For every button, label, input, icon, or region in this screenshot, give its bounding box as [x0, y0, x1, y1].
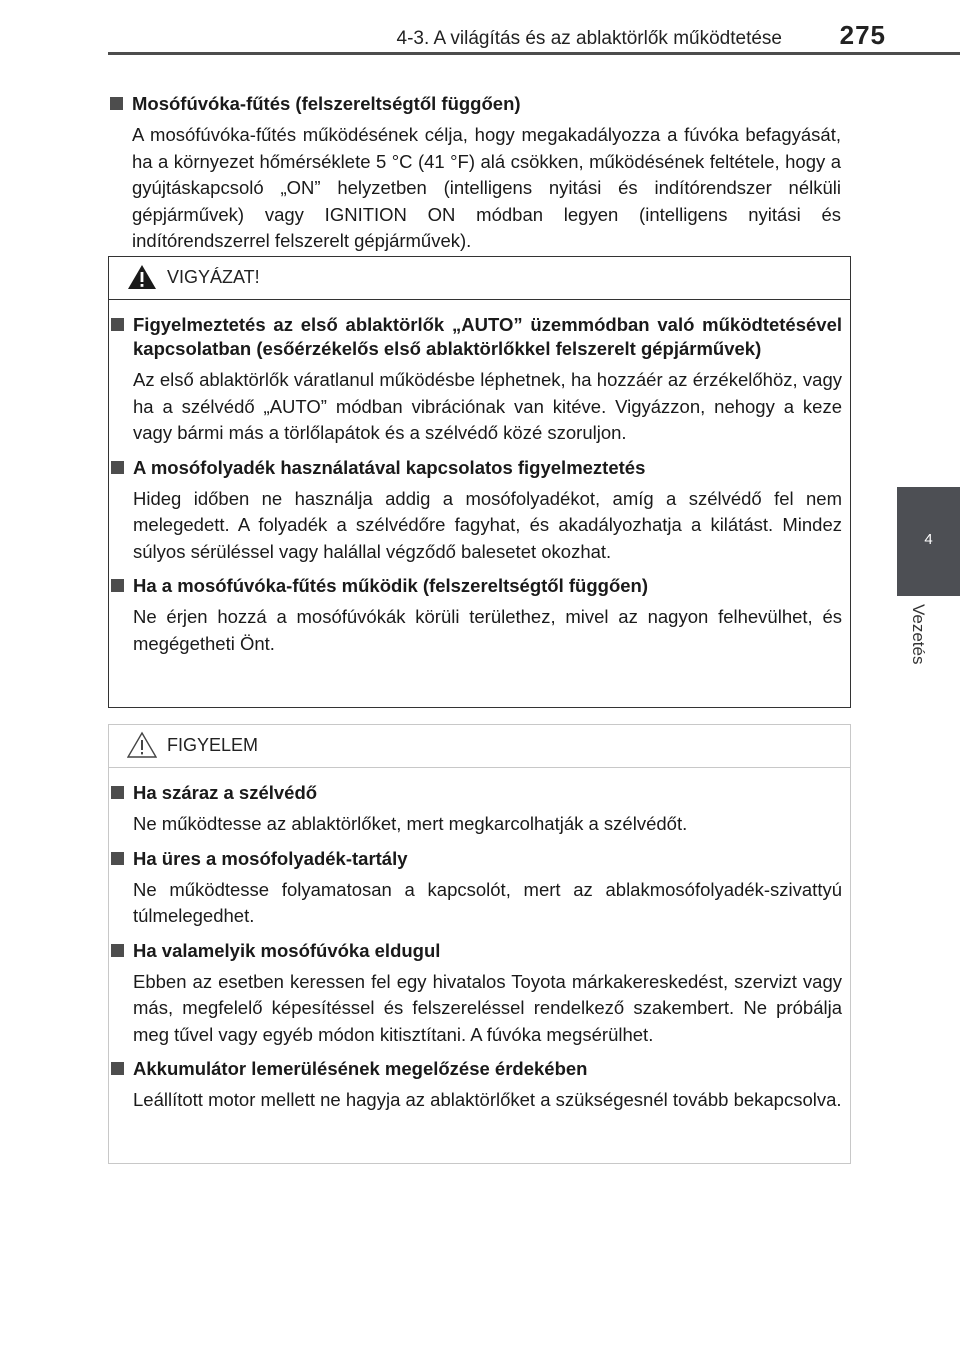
notice-item-heading: [109, 1057, 842, 1081]
intro-section: [108, 92, 841, 255]
warning-triangle-icon: [127, 263, 157, 291]
bullet-square-icon: [111, 579, 124, 592]
warning-outline-icon: [127, 731, 157, 759]
notice-item-heading-text: Ha valamelyik mosófúvóka eldugul: [133, 939, 441, 961]
warning-title: VIGYÁZAT!: [167, 267, 260, 287]
notice-item-heading: [109, 939, 842, 963]
warning-item-body: Ne érjen hozzá a mosófúvókák körüli területhez, mivel az nagyon felhevülhet, és megégetheti Önt.: [133, 606, 842, 654]
chapter-label: Vezetés: [909, 604, 928, 665]
bullet-square-icon: [110, 97, 123, 110]
section-title: 4-3. A világítás és az ablaktörlők működtetése: [396, 28, 782, 49]
notice-header: [109, 725, 850, 768]
warning-content: [109, 313, 842, 666]
intro-heading-text: Mosófúvóka-fűtés (felszereltségtől függően): [132, 93, 521, 114]
bullet-square-icon: [111, 461, 124, 474]
warning-header: [109, 257, 850, 300]
chapter-label-box: [897, 596, 960, 706]
page-header: [108, 14, 886, 50]
warning-item-heading: [109, 313, 842, 361]
warning-item-body: Az első ablaktörlők váratlanul működésbe léphetnek, ha hozzáér az érzékelőhöz, vagy ha a szélvédő „AUTO” módban vibrációnak van kitéve. Vigyázzon, nehogy a keze vagy bármi más a törlőlapátok és a szélvédő közé szoruljon.: [133, 369, 842, 443]
chapter-tab: [897, 487, 960, 596]
notice-box: [108, 724, 851, 1164]
warning-item: [109, 313, 842, 447]
warning-item: [109, 574, 842, 657]
notice-item-heading: [109, 781, 842, 805]
intro-heading: [108, 92, 841, 116]
notice-item-body: Ne működtesse folyamatosan a kapcsolót, mert az ablakmosófolyadék-szivattyú túlmelegedhet.: [133, 878, 842, 926]
notice-item-body: Leállított motor mellett ne hagyja az ablaktörlőket a szükségesnél tovább bekapcsolva.: [133, 1089, 842, 1110]
warning-item-heading-text: Ha a mosófúvóka-fűtés működik (felszereltségtől függően): [133, 575, 648, 596]
chapter-number: 4: [924, 531, 933, 548]
notice-item-body: Ebben az esetben keressen fel egy hivatalos Toyota márkakereskedést, szervizt vagy más, megfelelő képesítéssel és felszereléssel rendelkező szakembert. Ne próbálja meg tűvel vagy egyéb módon kitisztítani. A fúvóka megsérülhet.: [133, 970, 842, 1045]
bullet-square-icon: [111, 786, 124, 799]
warning-item-heading-text: Figyelmeztetés az első ablaktörlők „AUTO” üzemmódban való működtetésével kapcsolatban (esőérzékelős első ablaktörlőkkel felszerelt gépjárművek): [133, 314, 842, 359]
warning-item: [109, 456, 842, 566]
bullet-square-icon: [111, 318, 124, 331]
warning-item-heading-text: A mosófolyadék használatával kapcsolatos figyelmeztetés: [133, 456, 646, 478]
bullet-square-icon: [111, 944, 124, 957]
notice-item-heading-text: Akkumulátor lemerülésének megelőzése érdekében: [133, 1058, 588, 1079]
notice-title: FIGYELEM: [167, 735, 259, 755]
page-number: 275: [839, 20, 886, 50]
notice-item: [109, 1057, 842, 1114]
warning-item-heading: [109, 574, 842, 598]
warning-item-body: Hideg időben ne használja addig a mosófolyadékot, amíg a szélvédő fel nem melegedett. A folyadék a szélvédőre fagyhat, és akadályozhatja a kilátást. Mindez súlyos sérüléssel vagy halállal végződő balesetet okozhat.: [133, 487, 842, 562]
notice-item: [109, 847, 842, 930]
notice-item-heading: [109, 847, 842, 871]
notice-item-heading-text: Ha üres a mosófolyadék-tartály: [133, 847, 408, 869]
warning-box: [108, 256, 851, 708]
header-rule: [108, 52, 960, 55]
bullet-square-icon: [111, 852, 124, 865]
notice-item-heading-text: Ha száraz a szélvédő: [133, 782, 318, 803]
notice-item: [109, 939, 842, 1049]
warning-item-heading: [109, 456, 842, 480]
notice-content: [109, 781, 842, 1123]
notice-item-body: Ne működtesse az ablaktörlőket, mert megkarcolhatják a szélvédőt.: [133, 813, 688, 834]
bullet-square-icon: [111, 1062, 124, 1075]
intro-body: A mosófúvóka-fűtés működésének célja, hogy megakadályozza a fúvóka befagyását, ha a környezet hőmérséklete 5 °C (41 °F) alá csökken, működésének feltétele, hogy a gyújtáskapcsoló „ON” helyzetben (intelligens nyitási és indítórendszer nélküli gépjárművek) vagy IGNITION ON módban legyen (intelligens nyitási és indítórendszerrel felszerelt gépjárművek).: [132, 124, 841, 251]
notice-item: [109, 781, 842, 838]
